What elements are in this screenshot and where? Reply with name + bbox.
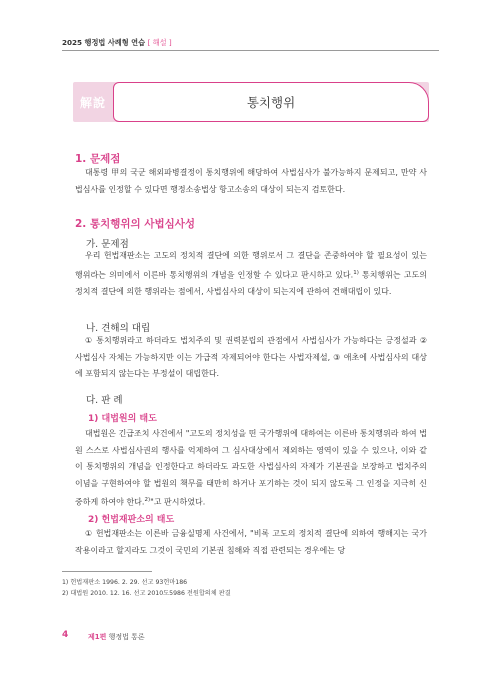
footnote: 2) 대법원 2010. 12. 16. 선고 2010도5986 전원합의체 판결 [62, 590, 231, 597]
subsection-paragraph: ① 통치행위라고 하더라도 법치주의 및 권력분립의 관점에서 사법심사가 가능하다는 긍정설과 ② 사법심사 자체는 가능하지만 이는 가급적 자제되어야 한다는 사법자제설, ③ 애초에 사법심사의 대상에 포함되지 않는다는 부정설이 대립한다. [75, 336, 427, 379]
topic-banner [73, 82, 429, 122]
footnote-divider [62, 571, 152, 572]
section-paragraph: 대통령 甲의 국군 해외파병결정이 통치행위에 해당하여 사법심사가 불가능하지 문제되고, 만약 사법심사를 인정할 수 있다면 행정소송법상 항고소송의 대상이 되는지 검토한다. [75, 168, 427, 194]
footer-chapter-title: 행정법 통론 [108, 633, 145, 641]
running-header [62, 38, 172, 48]
page-number: 4 [62, 630, 69, 640]
footnote-ref[interactable]: 2) [144, 497, 151, 504]
header-title: 2025 행정법 사례형 연습 [62, 38, 146, 47]
footnote-ref[interactable]: 1) [353, 269, 359, 276]
subsection-heading: 다. 판 례 [86, 395, 123, 406]
header-divider [62, 50, 439, 51]
header-subtitle: [ 해설 ] [147, 38, 172, 47]
section-heading: 2. 통치행위의 사법심사성 [75, 218, 196, 230]
subsection-heading: 가. 문제점 [86, 239, 129, 250]
subsection-paragraph: 우리 헌법재판소는 고도의 정치적 결단에 의한 행위로서 그 결단을 존중하여야 할 필요성이 있는 행위라는 의미에서 이른바 통치행위의 개념을 인정할 수 있다고 판시하고 있다.$^{1)}$ 통치행위는 고도의 정치적 결단에 의한 행위라는 점에서, 사법심사의 대상이 되는지에 관하여 견해대립이 있다. [75, 251, 427, 296]
item-paragraph: 대법원은 긴급조치 사건에서 "고도의 정치성을 띤 국가행위에 대하여는 이른바 통치행위라 하여 법원 스스로 사법심사권의 행사를 억제하여 그 심사대상에서 제외하는 영역이 있을 수 있으나, 이와 같이 통치행위의 개념을 인정한다고 하더라도 과도한 사법심사의 자제가 기본권을 보장하고 법치주의 이념을 구현하여야 할 법원의 책무를 태만히 하거나 포기하는 것이 되지 않도록 그 인정을 지극히 신중하게 하여야 한다.$^{2)}$"고 판시하였다. [75, 429, 427, 508]
subsection-heading: 나. 견해의 대립 [86, 323, 151, 334]
footnote: 1) 헌법재판소 1996. 2. 29. 선고 93헌마186 [62, 579, 188, 586]
banner-title: 통치행위 [246, 95, 296, 110]
running-footer [88, 632, 145, 642]
item-heading: 2) 헌법재판소의 태도 [88, 515, 175, 525]
item-paragraph: ① 헌법재판소는 이른바 금융실명제 사건에서, "비록 고도의 정치적 결단에 의하여 행해지는 국가작용이라고 할지라도 그것이 국민의 기본권 침해와 직접 관련되는 경우에는 당 [75, 529, 427, 555]
item-heading: 1) 대법원의 태도 [88, 414, 157, 424]
footer-chapter: 제1편 [88, 633, 107, 641]
section-heading: 1. 문제점 [75, 153, 121, 165]
banner-tag: 解說 [73, 82, 113, 122]
